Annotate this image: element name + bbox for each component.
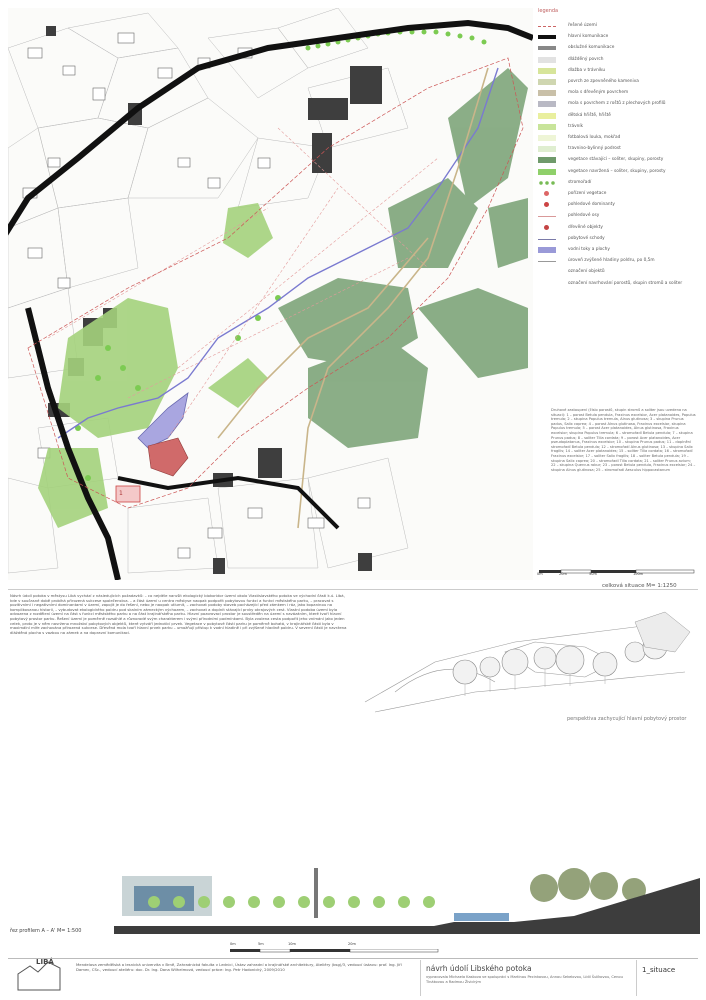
legend-swatch (538, 124, 556, 130)
logo-text: LIBÁ (36, 958, 54, 966)
site-plan-drawing (8, 8, 533, 580)
legend-item (538, 112, 700, 121)
legend-label: trávník (568, 123, 584, 129)
legend-item (538, 246, 700, 255)
scale-tick-3: 100m (633, 572, 644, 576)
scale-tick-1: 20m (559, 572, 567, 576)
legend-item (538, 44, 700, 53)
scale-tick-0: 0m (537, 572, 543, 576)
sheet-number: 1_situace (642, 966, 676, 974)
legend-item (538, 134, 700, 143)
project-authors: vypracovala Michaela Kaskova ve spolupráci s Martinou Pecinkovou, Annou Sekelovou, Lídií Šulíkovou, Cenou Tinákovou a Radmou Živickým (426, 975, 623, 984)
tree-species-note: Druhové zastoupení (číslo porostů, skupin stromů a soliter jsou uvedena na situaci): 1 – porost Betula pendula, Fraxinus excelsior, Acer platanoides, Populus tremula; 2 – skupina Populus tremula, Alnus glutinosa; 3 – skupina Prunus padus, Salix caprea; 4 – porost Alnus glutinosa, Fraxinus excelsior, skupina Populus tremula; 5 – porost Acer platanoides, Alnus glutinosa, Fraxinus excelsior; skupina Populus tremula; 6 – stromořadí Betula pendula; 7 – skupina Prunus padus; 8 – soliter Tilia cordata; 9 – porost Acer platanoides, Acer pseudoplatanus, Fraxinus excelsior; 10 – skupina Prunus padus; 11 – doplnění stromořadí Betula pendula; 12 – stromořadí Alnus glutinosa; 13 – skupina Salix fragilis; 14 – soliter Acer platanoides; 15 – soliter Tilia cordata; 16 – stromořadí Fraxinus excelsior; 17 – soliter Salix fragilis; 18 – soliter Betula pendula; 19 – skupina Salix caprea; 20 – stromořadí Tilia cordata; 21 – soliter Prunus avium; 22 – skupina Quercus robur; 23 – porost Betula pendula, Fraxinus excelsior; 24 – skupina Alnus glutinosa; 25 – stromořadí Aesculus hippocastanum (551, 408, 696, 472)
legend-item (538, 201, 700, 210)
map-scale-bar (537, 566, 697, 578)
legend-item (538, 257, 700, 266)
legend-swatch (538, 157, 556, 163)
legend-swatch (538, 113, 556, 119)
legend-label: mola s dřevěným povrchem (568, 90, 629, 96)
legend-swatch (538, 261, 556, 262)
design-description: Návrh údolí potoka v městysu Libá vychází z následujících požadavků: – co nejdéle narušit ekologický biokoridor území okolo Vlastislavského potoka ve východní části k.ú. Libá, kde v současné době probíhá přirozená sukcese společenstva. – a část území u centra městyse naopak podpořit pobytovou funkci a funkci městského parku, – pracovat s pozitivními i negativními dominantami v území, zapojit je do řešení, nebo je naopak utlumit, – zachovat podoby staveb pocházející před zámkem i ráz, jako kopaninou na komplikovanou historii, – vybudovat ekologického poldru pod skalním zámeckým výchozem, – zachovat a doplnit stávající prvky okrajových cest. Vlastní podoba území byla odvozena z rozdělení území na část s funkcí městského parku a na část krajinářského parku. Hlavní pozorovací prostor je soustředěn na území s navázáním, které tvoří hlavní pobytový prostor parku. Řešení území je poměrně rozsáhlé a různorodé svým charakterem i svými přírodními podmínkami. Byla zvolena cesta podpořit jeho vnímání jako jeden celek, proto je v něm navrženo množství pobytových objektů, které vytváří jednotící prvek. Vegetace v pobytové části parku je poměrně bohatá, v krajinářské části byla v maximální míře zachována přirozená sukcese. Dřevěná mola tvoří hlavní prvek parku – umožňují přístup k vodní hladině i při zvýšené hladině poldru. V severní části je navržena dlážděná plocha s vazbou na zámek a na dopravní komunikaci. (10, 594, 347, 635)
legend-label: dlážděný povrch (568, 56, 604, 62)
legend-label: pobytové schody (568, 235, 605, 241)
legend-item (538, 100, 700, 109)
legend-item (538, 33, 700, 42)
legend-label: pořízení vegetace (568, 191, 607, 196)
section-scale-tick-3: 20m (348, 942, 356, 946)
legend-label: fotbalová louka, mokřad (568, 135, 621, 140)
site-plan-caption: celková situace M= 1:1250 (602, 583, 677, 589)
perspective-sketch (355, 592, 698, 832)
legend-item (538, 123, 700, 132)
building-label: 1 (119, 490, 123, 497)
legend-swatch (538, 135, 556, 141)
logo (10, 948, 70, 994)
legend-swatch (538, 216, 556, 217)
legend-item (538, 168, 700, 177)
legend-label: travnino-bylinný podrost (568, 146, 621, 152)
legend-item (538, 89, 700, 98)
legend-swatch (538, 26, 556, 27)
legend-label: úroveň zvýšené hladiny poldru, po 0,5m (568, 258, 655, 264)
legend-label: vegetace stávající – soliter, skupiny, porosty (568, 157, 664, 163)
section-scale-tick-1: 5m (258, 942, 264, 946)
legend-swatch (538, 35, 556, 39)
section-scale-bar (230, 938, 440, 948)
perspective-caption: perspektiva zachycující hlavní pobytový prostor (567, 716, 687, 722)
section-caption: řez profilem A – A' M= 1:500 (10, 928, 82, 934)
legend-item (538, 224, 700, 233)
divider (8, 589, 698, 590)
legend-label: pohledové dominanty (568, 202, 615, 208)
legend-label: povrch ze zpevněného kameniva (568, 79, 639, 84)
legend-swatch (538, 146, 556, 152)
legend-label: označení navrhování porostů, skupin stromů a soliter (568, 280, 683, 286)
legend-item (538, 67, 700, 76)
section-scale-tick-2: 10m (288, 942, 296, 946)
legend-item (538, 212, 700, 221)
footer-divider-vertical-2 (636, 960, 637, 996)
legend-item (538, 78, 700, 87)
legend-swatch (538, 247, 556, 253)
legend-label: obslužné komunikace (568, 45, 615, 51)
legend-swatch (538, 79, 556, 85)
legend-label: mola s povrchem z roštů z plechových profilů (568, 101, 666, 107)
legend-label: dřevěné objekty (568, 224, 603, 230)
legend-item (538, 280, 700, 289)
legend-label: vegetace navržená – soliter, skupiny, porosty (568, 168, 666, 174)
section-scale-tick-0: 0m (230, 942, 236, 946)
legend-item (538, 56, 700, 65)
legend-label: vodní toky a plochy (568, 247, 610, 252)
legend (538, 8, 700, 298)
legend-swatch (538, 180, 556, 186)
legend-swatch (538, 68, 556, 74)
legend-swatch (538, 90, 556, 96)
legend-label: označení objektů (568, 269, 605, 275)
legend-label: dlažba v trávníku (568, 67, 606, 73)
scale-tick-2: 50m (589, 572, 597, 576)
legend-label: dětská hřiště, hřiště (568, 112, 611, 118)
legend-item (538, 179, 700, 188)
legend-swatch (538, 269, 556, 275)
site-plan-map (8, 8, 533, 580)
legend-swatch (544, 225, 549, 230)
legend-swatch (538, 169, 556, 175)
legend-item (538, 145, 700, 154)
legend-swatch (538, 57, 556, 63)
legend-label: řešené území (568, 23, 597, 28)
legend-item (538, 156, 700, 165)
legend-swatch (538, 46, 556, 50)
legend-title: legenda (538, 8, 559, 14)
legend-swatch (544, 191, 549, 196)
legend-swatch (538, 101, 556, 107)
legend-swatch (544, 202, 549, 207)
legend-label: stromořadí (568, 179, 592, 185)
legend-swatch (538, 239, 556, 240)
legend-item (538, 235, 700, 244)
legend-item (538, 268, 700, 277)
cross-section (14, 858, 700, 948)
legend-item (538, 22, 700, 31)
legend-label: pohledové osy (568, 213, 600, 219)
legend-label: hlavní komunikace (568, 34, 609, 40)
institution-text: Mendelova zemědělská a lesnická univerzita v Brně, Zahradnická fakulta v Lednici, Ústav zahradní a krajinářské architektury, Ateliéry (bsg)/3, vedoucí ústavu: prof. Ing. Jiří Damec, CSc., vedoucí ateliéru: doc. Dr. Ing. Dana Wilhelmová, vedoucí práce: Ing. Petr Hodonický, 2009/2010 (76, 962, 402, 972)
project-title: návrh údolí Libského potoka (426, 964, 532, 973)
legend-item (538, 190, 700, 199)
footer-divider-vertical (420, 960, 421, 996)
footer-divider (8, 958, 698, 959)
legend-swatch (538, 281, 556, 287)
